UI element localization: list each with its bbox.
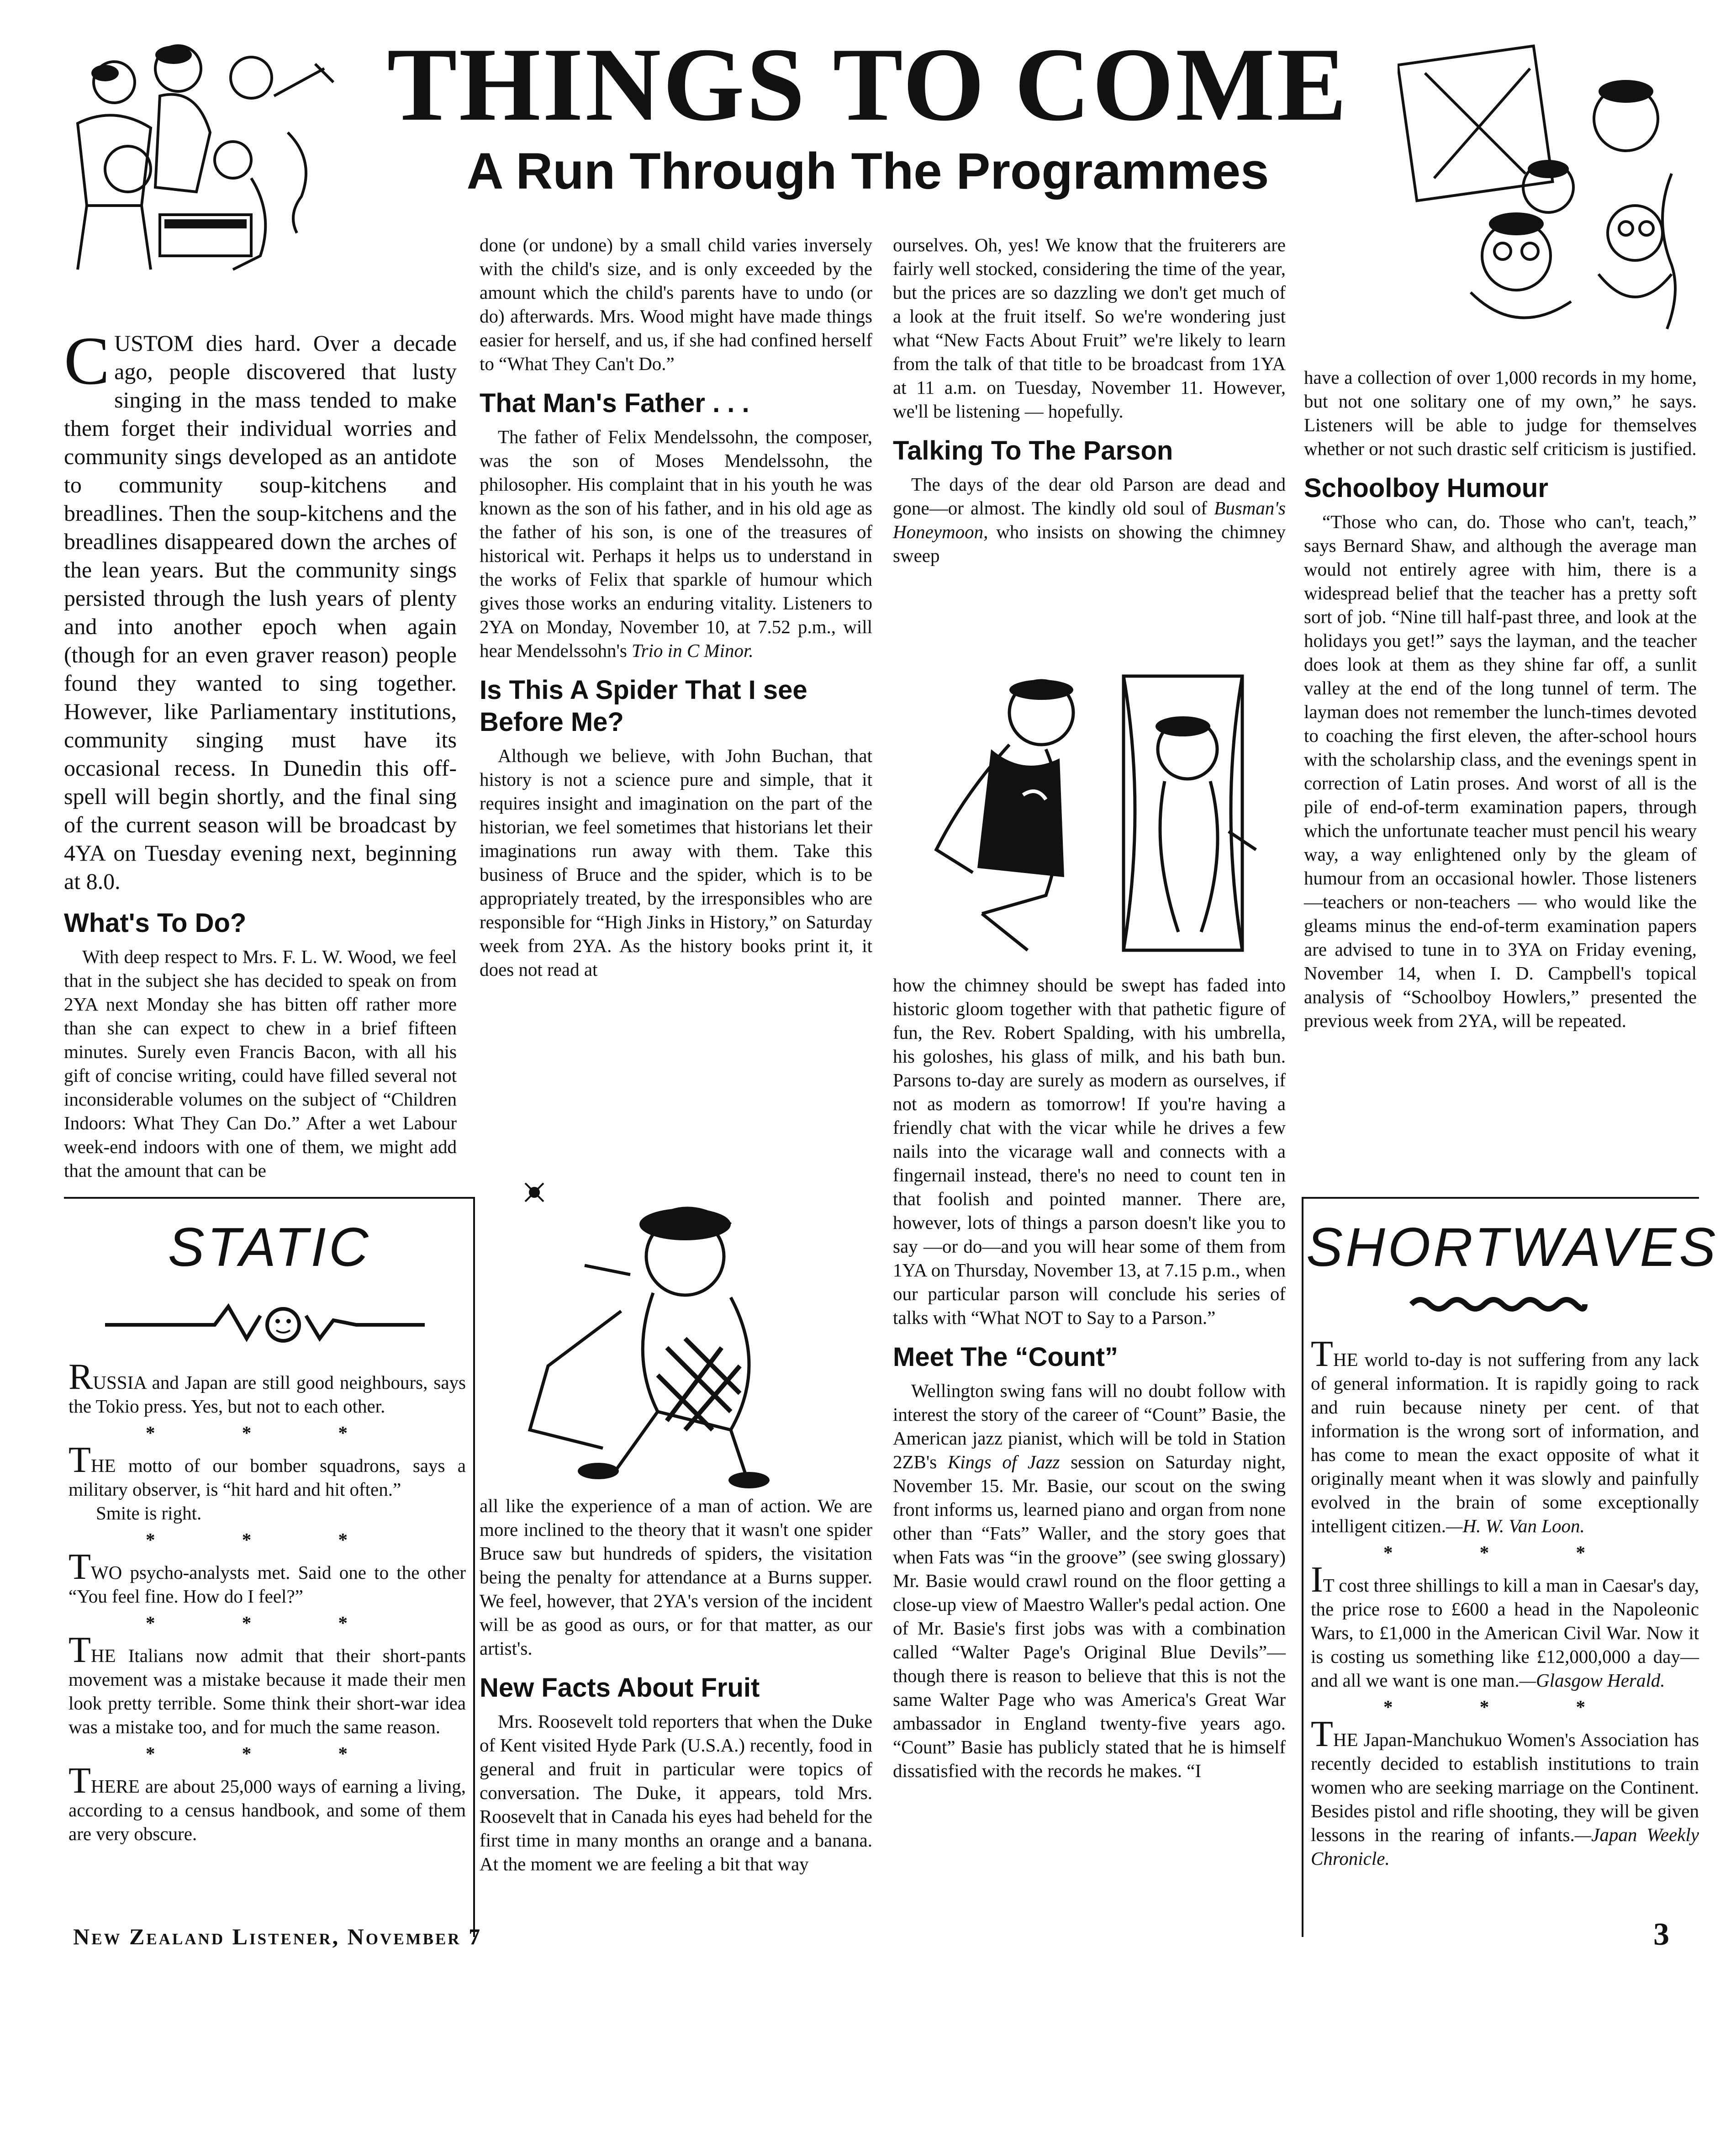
parson-body-1 bbox=[893, 472, 1286, 567]
column-4 bbox=[1304, 365, 1697, 1032]
static-title: STATIC bbox=[168, 1217, 371, 1278]
shortwaves-item-text: THE Japan-Manchukuo Women's Association has recently decided to establish institutions to train women who are seeking marriage on the Continent. Besides pistol and rifle shooting, they will be given lessons in the rearing of infants. bbox=[1311, 1714, 1699, 1845]
col2-continuation: done (or undone) by a small child varies inversely with the child's size, and is only exceeded by the amount which the child's parents have to undo (or do) afterwards. Mrs. Wood might have made things easier for herself, and us, if she had confined herself to “What They Can't Do.” bbox=[480, 234, 872, 374]
column-2 bbox=[480, 233, 872, 981]
parson-body-title: Busman's Honeymoon, bbox=[893, 497, 1286, 542]
shortwaves-left-rule bbox=[1302, 1197, 1303, 1937]
static-top-rule bbox=[64, 1197, 475, 1199]
intro-paragraph: CUSTOM dies hard. Over a decade ago, people discovered that lusty singing in the mass tended to make them forget their individual worries and community sings developed as an antidote to community soup-kitchens and breadlines. Then the soup-kitchens and the breadlines disappeared down the arches of the lean years. But the community sings persisted through the lush years of plenty and into another epoch when again (though for an even graver reason) people found they wanted to sing together. However, like Parliamentary institutions, community singing must have its occasional recess. In Dunedin this off-spell will begin shortly, and the final sing of the current season will be broadcast by 4YA on Tuesday evening next, beginning at 8.0. bbox=[64, 323, 457, 894]
heading-that-mans-father: That Man's Father . . . bbox=[480, 388, 749, 418]
parson-and-sweep-illustration bbox=[909, 658, 1283, 959]
heading-talking-to-the-parson: Talking To The Parson bbox=[893, 436, 1173, 466]
count-body-title: Kings of Jazz bbox=[947, 1451, 1060, 1472]
father-body-text: The father of Felix Mendelssohn, the composer, was the son of Moses Mendelssohn, the philosopher. His complaint that in his youth he was known as the son of his father, and in his old age as the father of his son, is one of the treasures of historical wit. Perhaps it helps us to understand in the works of Felix that sparkle of humour which gives those works an enduring vitality. Listeners to 2YA on Monday, November 10, at 7.52 p.m., will hear Mendelssohn's bbox=[480, 426, 872, 661]
column-3-lower bbox=[893, 973, 1286, 1783]
count-body-b: session on Saturday night, November 15. Mr. Basie, our scout on the swing front informs us, learned piano and organ from none other than “Fats” Waller, and the story goes that when Fats was “in the groove” (see swing glossary) Mr. Basie would crawl round on the floor getting a close-up view of Maestro Waller's pedal action. One of Mr. Basie's first jobs was with a combination called “Walter Page's Original Blue Devils”—though there is reason to believe that this is not the same Walter Page who was America's Great War ambassador in England twenty-five years ago. “Count” Basie has publicly stated that he is himself dissatisfied with the records he makes. “I bbox=[893, 1451, 1286, 1781]
shortwaves-item-source: —Japan Weekly Chronicle. bbox=[1311, 1824, 1699, 1869]
shortwaves-item-source: —Glasgow Herald. bbox=[1519, 1670, 1665, 1691]
static-item: THE motto of our bomber squadrons, says a military observer, is “hit hard and hit often.” bbox=[69, 1440, 466, 1500]
separator-stars: * * * bbox=[146, 1743, 389, 1764]
static-items bbox=[69, 1357, 466, 1846]
separator-stars: * * * bbox=[146, 1612, 389, 1633]
col4-continuation: have a collection of over 1,000 records in my home, but not one solitary one of my own,” he says. Listeners will be able to judge for themselves whether or not such drastic self criticism is justified. bbox=[1304, 367, 1697, 459]
page-number: 3 bbox=[1653, 1917, 1669, 1952]
static-item: RUSSIA and Japan are still good neighbours, says the Tokio press. Yes, but not to each other. bbox=[69, 1357, 466, 1417]
static-item: THE Italians now admit that their short-pants movement was a mistake because it made their men look pretty terrible. Some think their short-war idea was a mistake too, and for much the same reason. bbox=[69, 1630, 466, 1737]
shortwaves-top-rule bbox=[1302, 1197, 1699, 1199]
shortwaves-item bbox=[1311, 1714, 1699, 1870]
footer-publication: New Zealand Listener, November 7 bbox=[73, 1924, 482, 1949]
page-subtitle: A Run Through The Programmes bbox=[466, 143, 1269, 200]
column-1 bbox=[64, 323, 457, 1182]
shortwaves-title: SHORTWAVES bbox=[1306, 1217, 1719, 1278]
parson-body-1b: who insists on showing the chimney sweep bbox=[893, 521, 1286, 566]
shortwaves-item-text: THE world to-day is not suffering from any lack of general information. It is rapidly going to rack and ruin because ninety per cent. of that information is the wrong sort of information, and has come to mean the exact opposite of what it originally meant when it was slowly and painfully evolved in the brain of some exceptionally intelligent citizen. bbox=[1311, 1334, 1699, 1536]
father-body-title: Trio in C Minor. bbox=[632, 640, 754, 661]
spider-continuation: all like the experience of a man of action. We are more inclined to the theory that it wasn't one spider Bruce saw but hundreds of spiders, the visitation being the penalty for attendance at a Burns supper. We feel, however, that 2YA's version of the incident will be as good as ours, or for that matter, as our artist's. bbox=[480, 1495, 872, 1659]
actors-illustration bbox=[1398, 37, 1690, 347]
static-item-tag: Smite is right. bbox=[96, 1503, 202, 1524]
shortwaves-items bbox=[1311, 1334, 1699, 1870]
page-title: THINGS TO COME bbox=[387, 26, 1349, 143]
heading-meet-the-count: Meet The “Count” bbox=[893, 1342, 1118, 1372]
heading-whats-to-do: What's To Do? bbox=[64, 908, 247, 938]
column-2-lower bbox=[480, 1494, 872, 1876]
schoolboy-body: “Those who can, do. Those who can't, teach,” says Bernard Shaw, and although the average man would not entirely agree with him, there is a widespread belief that the teacher has a pretty soft sort of job. “Nine till half-past three, and look at the holidays you get!” says the layman, and the teacher does look at them as they shine far off, a sunlit valley at the end of the long tunnel of term. The layman does not remember the lunch-times devoted to coaching the first eleven, the after-school hours with the scholarship class, and the evenings spent in correction of Latin proses. And worst of all is the pile of end-of-term examination papers, through which the unfortunate teacher must pencil his weary way, a way enlightened only by the gleam of humour from an occasional howler. Those listeners—teachers or non-teachers — who would like the gleams minus the end-of-term examination papers are advised to tune in to 3YA on Friday evening, November 14, when I. D. Campbell's topical analysis of “Schoolboy Howlers,” presented the previous week from 2YA, will be repeated. bbox=[1304, 511, 1697, 1031]
heading-schoolboy-humour: Schoolboy Humour bbox=[1304, 473, 1548, 503]
father-body bbox=[480, 425, 872, 662]
static-item: THERE are about 25,000 ways of earning a living, according to a census handbook, and some of them are very obscure. bbox=[69, 1761, 466, 1844]
count-body bbox=[893, 1379, 1286, 1783]
spider-body: Although we believe, with John Buchan, that history is not a science pure and simple, that it requires insight and imagination on the part of the historian, we feel sometimes that historians let their imaginations run away with them. Take this business of Bruce and the spider, which is to be appropriately treated, by the irresponsibles who are responsible for “High Jinks in History,” on Saturday week from 2YA. As the history books print it, it does not read at bbox=[480, 745, 872, 980]
bruce-and-spider-illustration bbox=[493, 1174, 850, 1494]
parson-body-1a: The days of the dear old Parson are dead and gone—or almost. The kindly old soul of bbox=[893, 474, 1286, 519]
shortwaves-item bbox=[1311, 1334, 1699, 1538]
heading-new-facts-about-fruit: New Facts About Fruit bbox=[480, 1673, 760, 1703]
shortwaves-item-source: —H. W. Van Loon. bbox=[1446, 1515, 1585, 1536]
jazz-band-illustration bbox=[59, 41, 343, 279]
parson-body-2: how the chimney should be swept has faded into historic gloom together with that pathetic figure of fun, the Rev. Robert Spalding, with his umbrella, his goloshes, his glass of milk, and his bath bun. Parsons to-day are surely as modern as ourselves, if not as modern as tomorrow! If you're having a friendly chat with the vicar while he drives a few nails into the vicarage wall and connects with a fingernail instead, there's no need to count ten in that foolish and pointed manner. There are, however, lots of things a parson doesn't like you to say —or do—and you will hear some of them from 1YA on Thursday, November 13, at 7.15 p.m., when our particular parson will conclude his series of talks with “What NOT to Say to a Parson.” bbox=[893, 974, 1286, 1328]
fruit-body: Mrs. Roosevelt told reporters that when the Duke of Kent visited Hyde Park (U.S.A.) recently, food in general and fruit in particular were topics of conversation. The Duke, it appears, told Mrs. Roosevelt that in Canada his eyes had beheld for the first time in many months an orange and a banana. At the moment we are feeling a bit that way bbox=[480, 1711, 872, 1874]
col3-continuation: ourselves. Oh, yes! We know that the fruiterers are fairly well stocked, considering the time of the year, but the prices are so dazzling we don't get much of a look at the fruit itself. So we're wondering just what “New Facts About Fruit” we're likely to learn from the talk of that title to be broadcast from 1YA at 11 a.m. on Tuesday, November 11. However, we'll be listening — hopefully. bbox=[893, 234, 1286, 422]
separator-stars: * * * bbox=[146, 1529, 389, 1550]
heading-spider: Is This A Spider That I see Before Me? bbox=[480, 675, 807, 737]
shortwaves-item-text: IT cost three shillings to kill a man in Caesar's day, the price rose to £600 a head in the Napoleonic Wars, to £1,000 in the American Civil War. Now it is costing us something like £12,000,000 a day—and all we want is one man. bbox=[1311, 1560, 1699, 1691]
separator-stars: * * * bbox=[1383, 1696, 1626, 1717]
column-3 bbox=[893, 233, 1286, 567]
static-item: TWO psycho-analysts met. Said one to the other “You feel fine. How do I feel?” bbox=[69, 1547, 466, 1607]
static-right-rule bbox=[473, 1197, 475, 1937]
separator-stars: * * * bbox=[146, 1422, 389, 1443]
wavy-line-icon bbox=[1407, 1293, 1589, 1316]
separator-stars: * * * bbox=[1383, 1542, 1626, 1563]
shortwaves-item bbox=[1311, 1560, 1699, 1692]
whats-to-do-body: With deep respect to Mrs. F. L. W. Wood, we feel that in the subject she has decided to speak on from 2YA next Monday she has bitten off rather more than she can expect to chew in a brief fifteen minutes. Surely even Francis Bacon, with all his gift of concise writing, could have filled several not inconsiderable volumes on the subject of “Children Indoors: What They Can Do.” After a wet Labour week-end indoors with one of them, we might add that the amount that can be bbox=[64, 946, 457, 1181]
count-body-a: Wellington swing fans will no doubt follow with interest the story of the career of “Count” Basie, the American jazz pianist, which will be told in Station 2ZB's bbox=[893, 1380, 1286, 1472]
static-zigzag-face-icon bbox=[100, 1297, 429, 1348]
